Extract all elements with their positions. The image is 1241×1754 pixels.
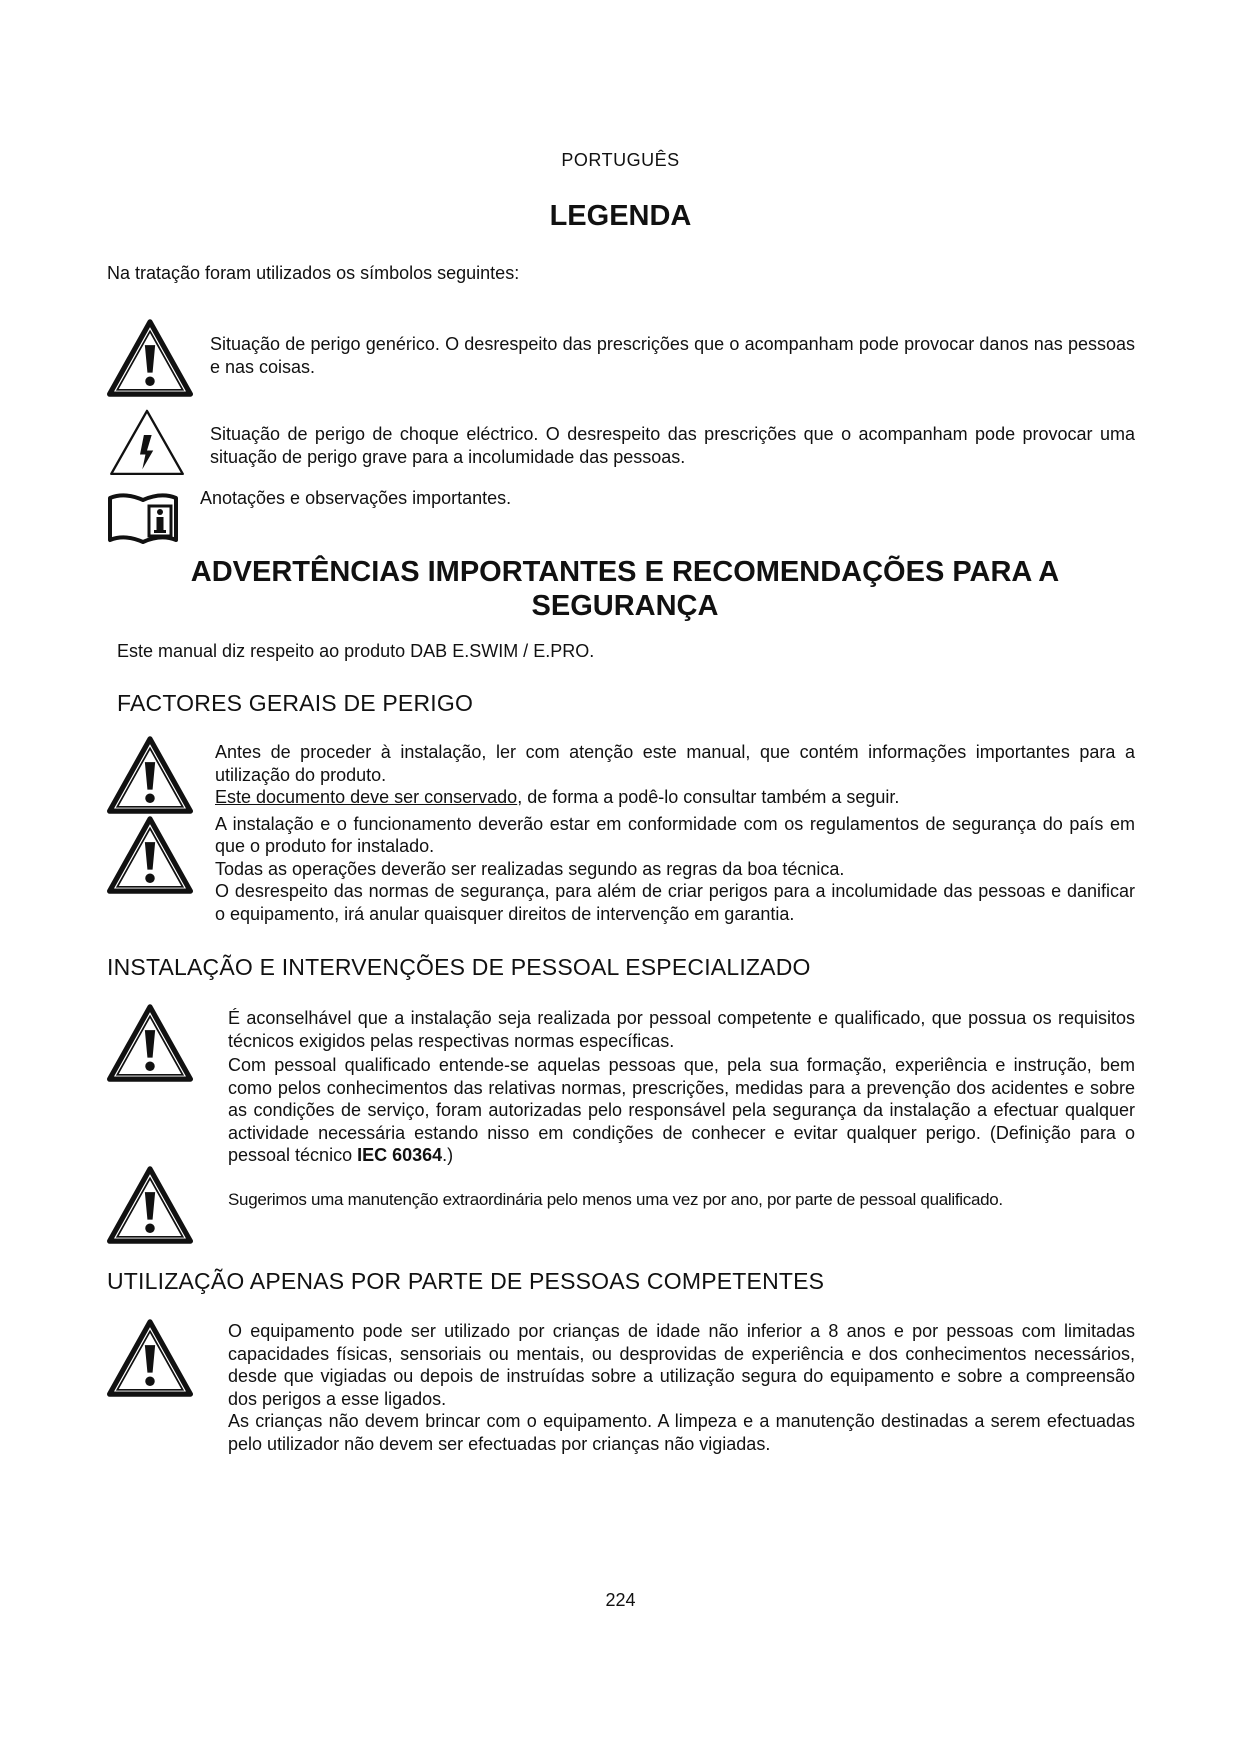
factores-p2-underlined: Este documento deve ser conservado	[215, 787, 518, 807]
utilizacao-p1: O equipamento pode ser utilizado por crianças de idade não inferior a 8 anos e por pessoas com limitadas capacidades físicas, sensoriais ou mentais, ou desprovidas de experiência e dos conhecimentos necessários, desde que vigiadas ou depois de instruídas sobre a utilização segura do equipamento e sobre a compreensão dos perigos a esse ligados.	[228, 1321, 1135, 1409]
safety-title: ADVERTÊNCIAS IMPORTANTES E RECOMENDAÇÕES PARA A SEGURANÇA	[190, 556, 1060, 622]
legend-item-notes: Anotações e observações importantes.	[200, 488, 512, 508]
factores-p1: Antes de proceder à instalação, ler com atenção este manual, que contém informações importantes para a utilização do produto.	[215, 742, 1135, 785]
section-heading-utilizacao: UTILIZAÇÃO APENAS POR PARTE DE PESSOAS COMPETENTES	[107, 1268, 825, 1294]
warning-triangle-icon	[107, 1003, 193, 1083]
instalacao-p2-text: Com pessoal qualificado entende-se aquelas pessoas que, pela sua formação, experiência e instrução, bem como pelos conhecimentos das relativas normas, prescrições, medidas para a prevenção dos acidentes e sobre as condições de serviço, foram autorizadas pelo responsável pela segurança da instalação a efectuar qualquer actividade necessária estando nisso em condições de conhecer e evitar qualquer perigo. (Definição para o pessoal técnico	[228, 1055, 1135, 1165]
instalacao-p2	[228, 1054, 1135, 1167]
instalacao-p2-standard: IEC 60364	[357, 1145, 443, 1165]
manual-note: Este manual diz respeito ao produto DAB E.SWIM / E.PRO.	[117, 641, 595, 661]
instalacao-p3: Sugerimos uma manutenção extraordinária pelo menos uma vez por ano, por parte de pessoal qualificado.	[228, 1190, 1003, 1209]
factores-p3: A instalação e o funcionamento deverão estar em conformidade com os regulamentos de segurança do país em que o produto for instalado.	[215, 813, 1135, 856]
warning-triangle-icon	[107, 318, 193, 398]
warning-triangle-icon	[107, 1165, 193, 1245]
legend-item-generic-danger: Situação de perigo genérico. O desrespeito das prescrições que o acompanham pode provocar danos nas pessoas e nas coisas.	[210, 334, 1135, 377]
warning-triangle-icon	[107, 815, 193, 895]
page-number: 224	[605, 1590, 636, 1610]
warning-triangle-icon	[107, 1318, 193, 1398]
factores-p2-rest: , de forma a podê-lo consultar também a seguir.	[517, 787, 900, 807]
section-heading-instalacao: INSTALAÇÃO E INTERVENÇÕES DE PESSOAL ESPECIALIZADO	[107, 954, 811, 980]
factores-p4: Todas as operações deverão ser realizadas segundo as regras da boa técnica.	[215, 858, 845, 879]
instalacao-p2-end: .)	[442, 1145, 454, 1165]
legend-title: LEGENDA	[549, 200, 692, 232]
instalacao-p1: É aconselhável que a instalação seja realizada por pessoal competente e qualificado, que possua os requisitos técnicos exigidos pelas respectivas normas específicas.	[228, 1008, 1135, 1051]
info-book-icon	[107, 488, 179, 546]
warning-triangle-icon	[107, 735, 193, 815]
electric-shock-icon	[107, 407, 187, 477]
language-label: PORTUGUÊS	[561, 150, 680, 170]
legend-item-electric-danger: Situação de perigo de choque eléctrico. O desrespeito das prescrições que o acompanham pode provocar uma situação de perigo grave para a incolumidade das pessoas.	[210, 424, 1135, 467]
factores-p5: O desrespeito das normas de segurança, para além de criar perigos para a incolumidade das pessoas e danificar o equipamento, irá anular quaisquer direitos de intervenção em garantia.	[215, 881, 1135, 924]
factores-text	[215, 741, 1135, 925]
instalacao-text	[228, 1007, 1135, 1167]
factores-p2	[215, 786, 1135, 809]
section-heading-factores: FACTORES GERAIS DE PERIGO	[117, 690, 474, 716]
utilizacao-p2: As crianças não devem brincar com o equipamento. A limpeza e a manutenção destinadas a serem efectuadas pelo utilizador não devem ser efectuadas por crianças não vigiadas.	[228, 1411, 1135, 1454]
utilizacao-text	[228, 1320, 1135, 1455]
legend-intro: Na tratação foram utilizados os símbolos seguintes:	[107, 263, 520, 283]
